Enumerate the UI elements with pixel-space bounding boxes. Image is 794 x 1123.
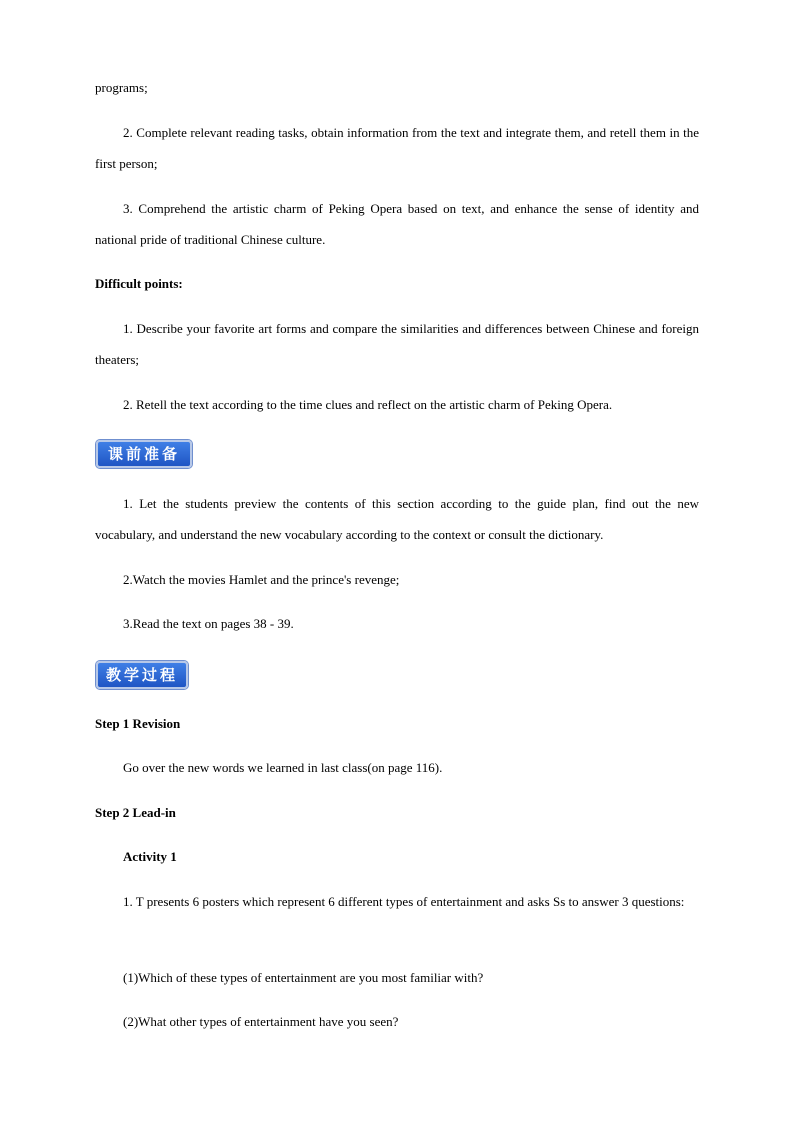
step-1-text: Go over the new words we learned in last class(on page 116). <box>123 760 443 775</box>
preparation-3: 3.Read the text on pages 38 - 39. <box>123 616 294 631</box>
difficult-point-2: 2. Retell the text according to the time clues and reflect on the artistic charm of Peking Opera. <box>123 397 613 412</box>
difficult-points-heading: Difficult points: <box>95 276 183 291</box>
objective-3: 3. Comprehend the artistic charm of Peking Opera based on text, and enhance the sense of identity and national pride of traditional Chinese culture. <box>95 201 699 247</box>
activity-1-heading: Activity 1 <box>123 849 177 864</box>
difficult-point-1: 1. Describe your favorite art forms and compare the similarities and differences between Chinese and foreign theaters; <box>95 321 699 367</box>
activity-1-text: 1. T presents 6 posters which represent 6 different types of entertainment and asks Ss to answer 3 questions: <box>123 894 685 909</box>
step-1-heading: Step 1 Revision <box>95 716 181 731</box>
section-badge-process: 教学过程 <box>96 661 188 689</box>
section-badge-preparation: 课前准备 <box>96 440 192 468</box>
step-2-heading: Step 2 Lead-in <box>95 805 176 820</box>
text-line: programs; <box>95 80 148 95</box>
objective-2: 2. Complete relevant reading tasks, obtain information from the text and integrate them, and retell them in the first person; <box>95 125 699 171</box>
preparation-1: 1. Let the students preview the contents of this section according to the guide plan, find out the new vocabulary, and understand the new vocabulary according to the context or consult the dictionary. <box>95 496 699 542</box>
question-1: (1)Which of these types of entertainment are you most familiar with? <box>123 970 484 985</box>
question-2: (2)What other types of entertainment have you seen? <box>123 1014 399 1029</box>
preparation-2: 2.Watch the movies Hamlet and the prince's revenge; <box>123 572 400 587</box>
